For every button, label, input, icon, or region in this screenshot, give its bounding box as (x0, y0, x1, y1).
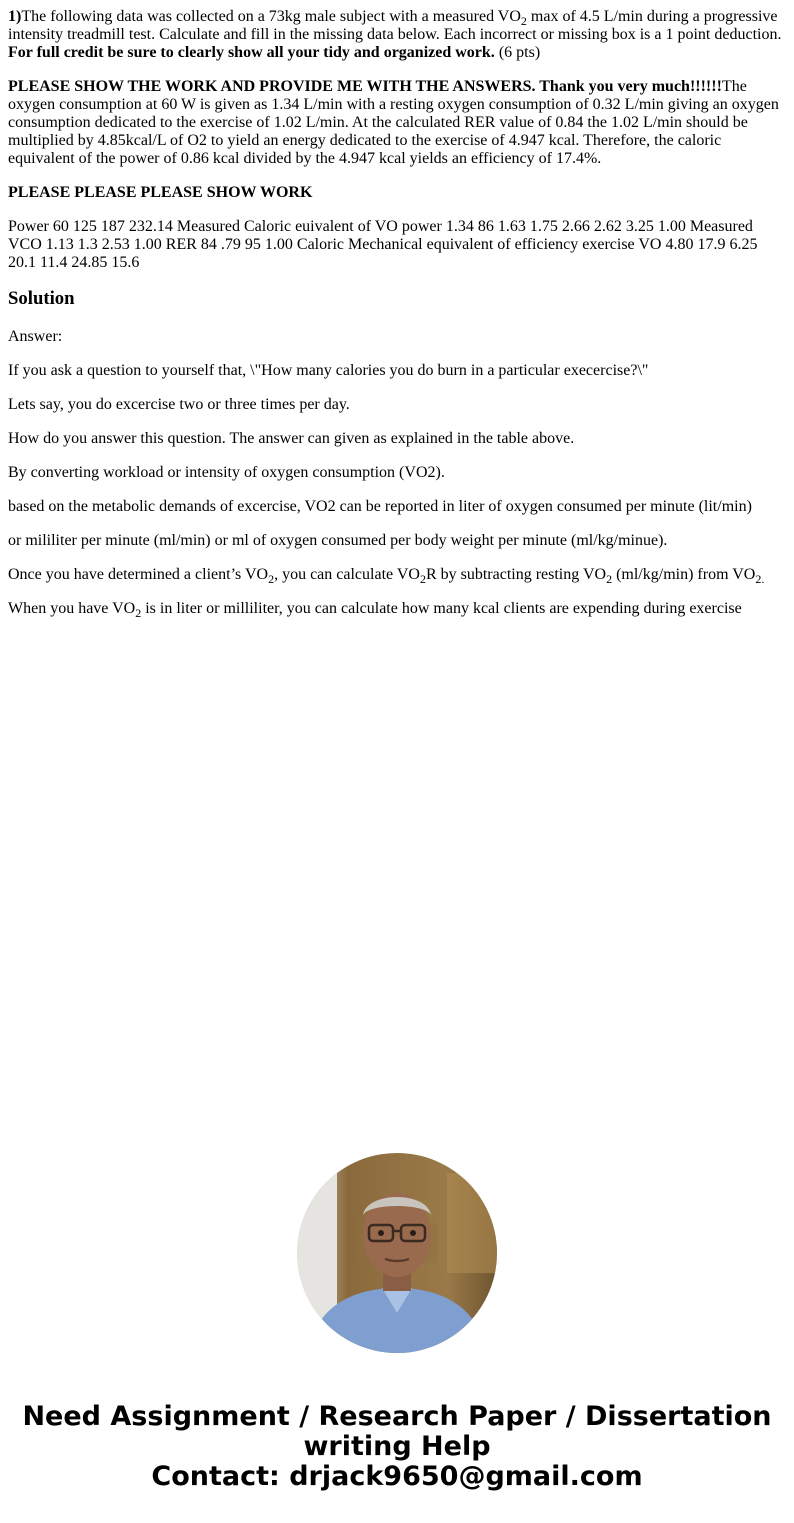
plead-bold: PLEASE PLEASE PLEASE SHOW WORK (8, 184, 313, 201)
plead-paragraph (8, 184, 786, 202)
document-body (8, 8, 786, 634)
solution-heading: Solution (8, 288, 75, 309)
subscript: 2 (419, 572, 426, 586)
text-run: When you have VO (8, 600, 136, 617)
promo-line: Need Assignment / Research Paper / Dissertation (22, 1401, 772, 1432)
text-run: , you can calculate VO (274, 566, 420, 583)
solution-paragraph: By converting workload or intensity of oxygen consumption (VO2). (8, 464, 445, 481)
promo-line: writing Help (303, 1431, 491, 1462)
solution-paragraph: If you ask a question to yourself that, \"How many calories you do burn in a particular execercise?\" (8, 362, 649, 379)
text-run: Once you have determined a client’s VO (8, 566, 269, 583)
subscript: 2 (606, 572, 613, 586)
text-run: R by subtracting resting VO (425, 566, 607, 583)
solution-paragraph: How do you answer this question. The answer can given as explained in the table above. (8, 430, 575, 447)
answer-label: Answer: (8, 328, 63, 345)
subscript: 2. (755, 572, 765, 586)
contact-line: Contact: drjack9650@gmail.com (151, 1461, 643, 1492)
subscript: 2 (520, 14, 527, 28)
request-bold: PLEASE SHOW THE WORK AND PROVIDE ME WITH THE ANSWERS. Thank you very much!!!!!! (8, 78, 722, 95)
question-intro-cont: max of 4.5 L/min during a progressive intensity treadmill test. Calculate and fill in the missing data below. Each incorrect or missing box is a 1 point deduction. (8, 8, 782, 43)
solution-paragraph: Lets say, you do excercise two or three times per day. (8, 396, 350, 413)
text-run: (ml/kg/min) from VO (612, 566, 756, 583)
solution-paragraph (8, 566, 786, 584)
subscript: 2 (135, 606, 142, 620)
promo-footer (0, 1402, 794, 1492)
question-intro: The following data was collected on a 73kg male subject with a measured VO (21, 8, 521, 25)
points: (6 pts) (494, 44, 541, 61)
avatar (297, 1153, 497, 1353)
text-run: is in liter or milliliter, you can calculate how many kcal clients are expending during exercise (141, 600, 742, 617)
solution-paragraph: based on the metabolic demands of excercise, VO2 can be reported in liter of oxygen consumed per minute (lit/min) (8, 498, 752, 515)
question-paragraph (8, 8, 786, 62)
solution-section (8, 288, 786, 618)
credit-note: For full credit be sure to clearly show all your tidy and organized work. (8, 44, 495, 61)
table-text: Power 60 125 187 232.14 Measured Caloric euivalent of VO power 1.34 86 1.63 1.75 2.66 2.62 3.25 1.00 Measured VCO 1.13 1.3 2.53 1.00 RER 84 .79 95 1.00 Caloric Mechanical equivalent of efficiency exercise VO 4.80 17.9 6.25 20.1 11.4 24.85 15.6 (8, 218, 758, 271)
request-paragraph (8, 78, 786, 168)
question-number: 1) (8, 8, 22, 25)
request-text: The oxygen consumption at 60 W is given as 1.34 L/min with a resting oxygen consumption of 0.32 L/min giving an oxygen consumption dedicated to the exercise of 1.02 L/min. At the calculated RER value of 0.84 the 1.02 L/min should be multiplied by 4.85kcal/L of O2 to yield an energy dedicated to the exercise of 4.947 kcal. Therefore, the caloric equivalent of the power of 0.86 kcal divided by the 4.947 kcal yields an efficiency of 17.4%. (8, 78, 779, 167)
solution-paragraph: or mililiter per minute (ml/min) or ml of oxygen consumed per body weight per minute (ml/kg/minue). (8, 532, 668, 549)
solution-paragraph (8, 600, 786, 618)
subscript: 2 (268, 572, 275, 586)
portrait-photo (297, 1153, 497, 1353)
